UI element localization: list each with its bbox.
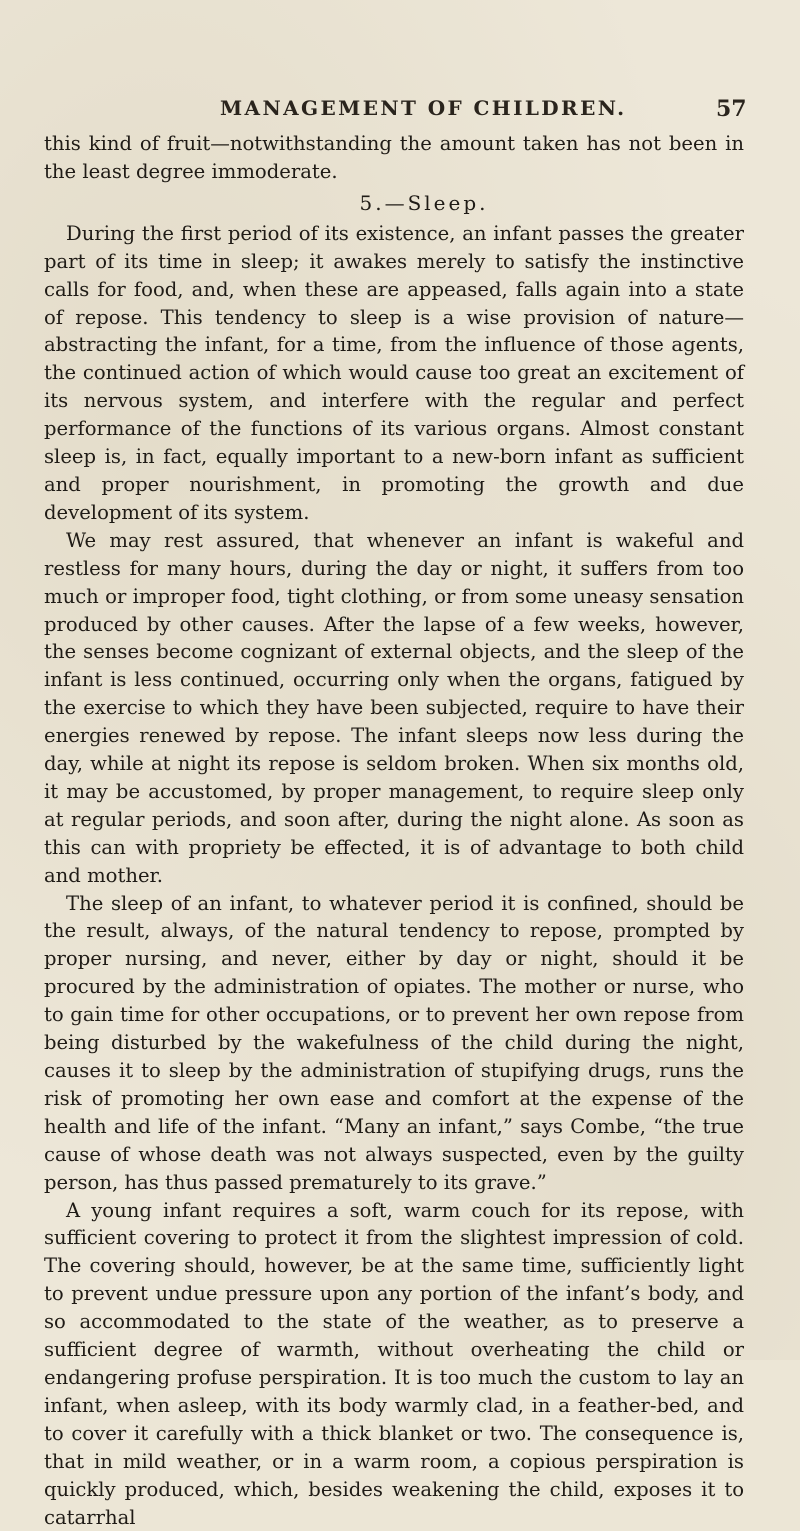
paragraph-3: The sleep of an infant, to whatever period it is confined, should be the result, always, of the natural tendency to repose, prompted by proper nursing, and never, either by day or night, should it be procured by the administration of opiates. The mother or nurse, who to gain time for other occupations, or to prevent her own repose from being disturbed by the wakefulness of the child during the night, causes it to sleep by the administration of stupifying drugs, runs the risk of promoting her own ease and comfort at the expense of the health and life of the infant. “Many an infant,” says Combe, “the true cause of whose death was not always suspected, even by the guilty person, has thus passed prematurely to its grave.” <box>44 891 744 1194</box>
page-header <box>0 96 800 126</box>
section-heading: 5.—Sleep. <box>359 190 489 215</box>
paragraph-1: During the first period of its existence, an infant passes the greater part of its time in sleep; it awakes merely to satisfy the instinctive calls for food, and, when these are appeased, falls again into a state of repose. This tendency to sleep is a wise provision of nature—abstracting the infant, for a time, from the influence of those agents, the continued action of which would cause too great an excitement of its nervous system, and interfere with the regular and perfect performance of the functions of its various organs. Almost constant sleep is, in fact, equally important to a new-born infant as sufficient and proper nourishment, in promoting the growth and due development of its system. <box>44 221 744 524</box>
page-number: 57 <box>716 96 747 122</box>
continued-paragraph: this kind of fruit—notwithstanding the amount taken has not been in the least degree immoderate. <box>44 132 744 183</box>
paragraph-4: A young infant requires a soft, warm couch for its repose, with sufficient covering to protect it from the slightest impression of cold. The covering should, however, be at the same time, sufficiently light to prevent undue pressure upon any portion of the infant’s body, and so accommodated to the state of the weather, as to preserve a sufficient degree of warmth, without overheating the child or endangering profuse perspiration. It is too much the custom to lay an infant, when asleep, with its body warmly clad, in a feather-bed, and to cover it carefully with a thick blanket or two. The consequence is, that in mild weather, or in a warm room, a copious perspiration is quickly produced, which, besides weakening the child, exposes it to catarrhal <box>44 1198 744 1529</box>
paragraph-2: We may rest assured, that whenever an infant is wakeful and restless for many hours, during the day or night, it suffers from too much or improper food, tight clothing, or from some uneasy sensation produced by other causes. After the lapse of a few weeks, however, the senses become cognizant of external objects, and the sleep of the infant is less continued, occurring only when the organs, fatigued by the exercise to which they have been subjected, require to have their energies renewed by repose. The infant sleeps now less during the day, while at night its repose is seldom broken. When six months old, it may be accustomed, by proper management, to require sleep only at regular periods, and soon after, during the night alone. As soon as this can with propriety be effected, it is of advantage to both child and mother. <box>44 528 744 887</box>
body-text <box>44 130 744 1531</box>
running-title: MANAGEMENT OF CHILDREN. <box>220 96 627 120</box>
